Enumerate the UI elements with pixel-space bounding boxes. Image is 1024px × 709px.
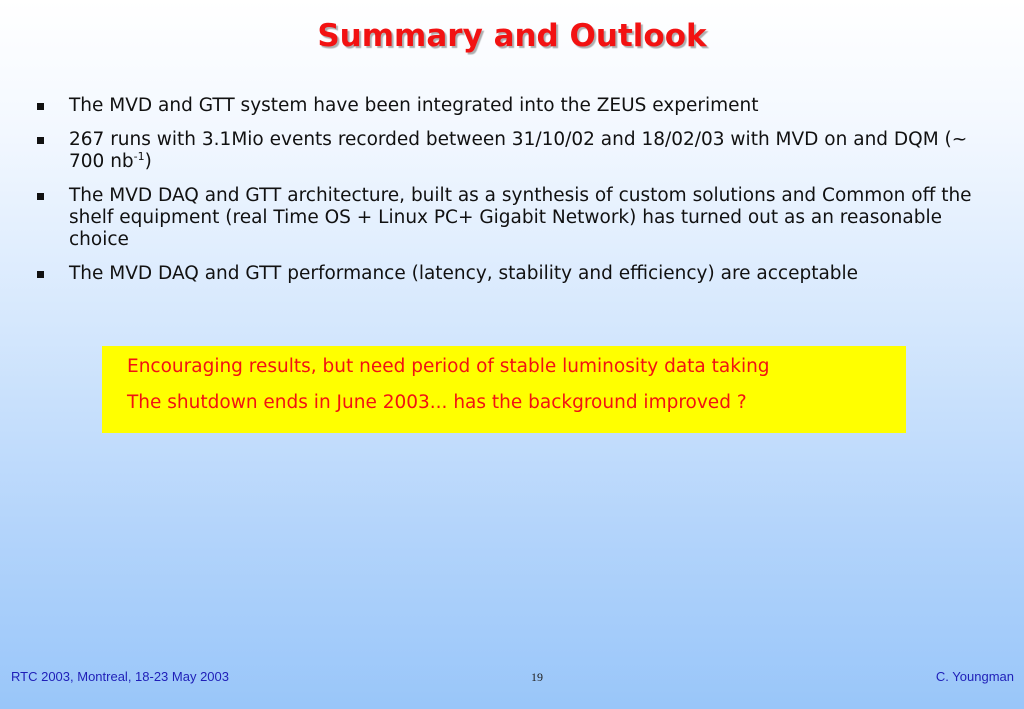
- callout-line-2: The shutdown ends in June 2003... has the background improved ?: [127, 392, 747, 413]
- bullet-list: [36, 95, 976, 297]
- bullet-item: [36, 129, 976, 173]
- square-bullet-icon: [37, 271, 44, 278]
- bullet-text: The MVD DAQ and GTT performance (latency, stability and efficiency) are acceptable: [69, 263, 859, 284]
- highlight-callout-box: [102, 346, 906, 433]
- square-bullet-icon: [37, 137, 44, 144]
- bullet-item: [36, 185, 976, 251]
- square-bullet-icon: [37, 193, 44, 200]
- square-bullet-icon: [37, 103, 44, 110]
- footer-conference: RTC 2003, Montreal, 18-23 May 2003: [11, 669, 229, 684]
- bullet-text-tail: ): [144, 151, 152, 172]
- bullet-item: [36, 95, 976, 117]
- footer-page-number: 19: [531, 670, 543, 684]
- slide-title: Summary and Outlook: [317, 18, 707, 54]
- bullet-text: The MVD and GTT system have been integrated into the ZEUS experiment: [69, 95, 759, 116]
- bullet-item: [36, 263, 976, 285]
- bullet-text: The MVD DAQ and GTT architecture, built as a synthesis of custom solutions and Common off the shelf equipment (real Time OS + Linux PC+ Gigabit Network) has turned out as an reasonable choice: [69, 185, 972, 250]
- bullet-superscript: -1: [133, 149, 145, 163]
- bullet-text: 267 runs with 3.1Mio events recorded between 31/10/02 and 18/02/03 with MVD on and DQM (~ 700 nb: [69, 129, 968, 172]
- callout-line-1: Encouraging results, but need period of stable luminosity data taking: [127, 356, 770, 377]
- footer-author: C. Youngman: [935, 669, 1014, 684]
